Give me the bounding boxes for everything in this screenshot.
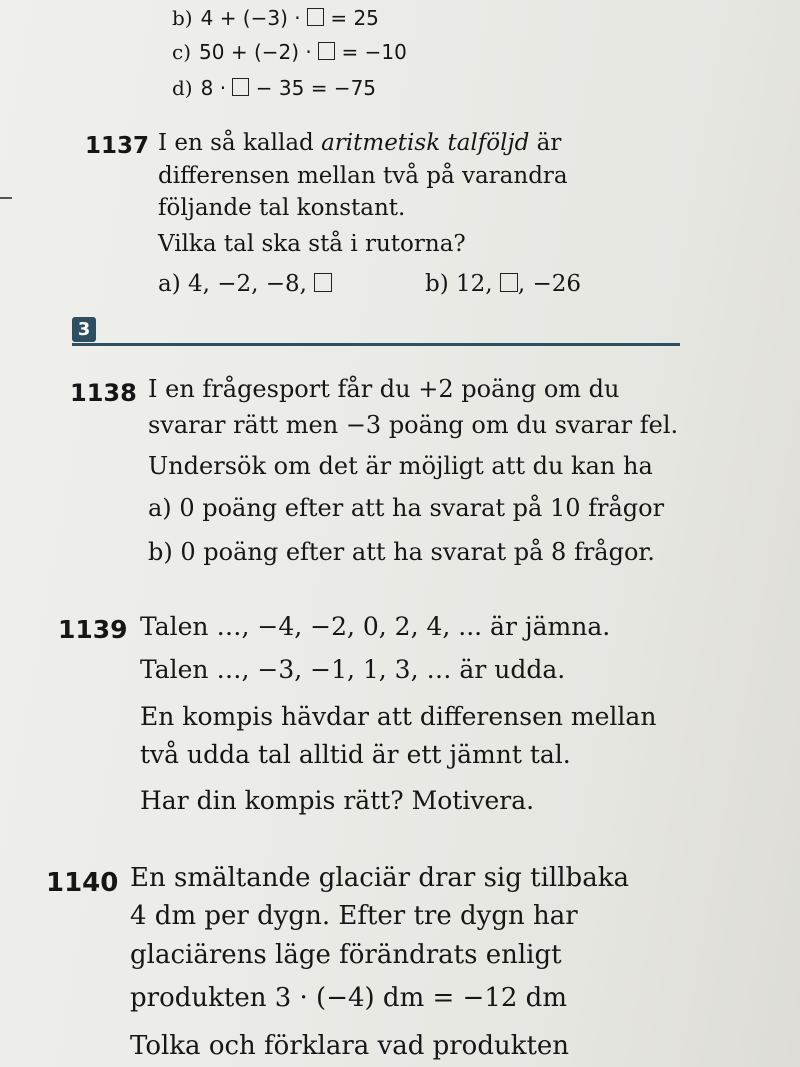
task-1139-line2: Talen …, −3, −1, 1, 3, … är udda. <box>140 655 566 684</box>
answer-box <box>307 8 324 26</box>
answer-box <box>500 273 518 292</box>
task-1137-a: a) 4, −2, −8, <box>158 271 332 297</box>
task-1138-b: b) 0 poäng efter att ha svarat på 8 frågor. <box>148 538 655 566</box>
prev-item-d: d) 8 · − 35 = −75 <box>172 76 377 100</box>
task-1137-b: b) 12, , −26 <box>425 271 582 297</box>
margin-tick <box>0 197 12 199</box>
prev-item-b: b) 4 + (−3) · = 25 <box>172 6 379 30</box>
task-1139-line3: En kompis hävdar att differensen mellan <box>140 702 657 731</box>
task-1140-line3: glaciärens läge förändrats enligt <box>130 940 562 970</box>
prev-item-c: c) 50 + (−2) · = −10 <box>172 40 407 64</box>
level-badge: 3 <box>72 317 96 342</box>
task-1138-line1: I en frågesport får du +2 poäng om du <box>148 375 620 403</box>
task-number-1139: 1139 <box>58 615 128 644</box>
task-1139-line4: två udda tal alltid är ett jämnt tal. <box>140 740 571 769</box>
task-1140-line5: Tolka och förklara vad produkten <box>130 1031 570 1061</box>
task-1137-line2: differensen mellan två på varandra <box>158 163 568 189</box>
answer-box <box>232 78 249 96</box>
task-1140-line4: produkten 3 · (−4) dm = −12 dm <box>130 983 567 1013</box>
task-1140-line1: En smältande glaciär drar sig tillbaka <box>130 863 629 893</box>
task-1137-line1: I en så kallad aritmetisk talföljd är <box>158 130 562 156</box>
task-1139-line1: Talen …, −4, −2, 0, 2, 4, ... är jämna. <box>140 612 611 641</box>
answer-box <box>318 42 335 60</box>
task-1138-line3: Undersök om det är möjligt att du kan ha <box>148 452 653 480</box>
level-divider <box>72 343 680 346</box>
task-1137-question: Vilka tal ska stå i rutorna? <box>158 231 466 257</box>
task-1140-line2: 4 dm per dygn. Efter tre dygn har <box>130 901 578 931</box>
task-1139-line5: Har din kompis rätt? Motivera. <box>140 786 535 815</box>
task-1137-line3: följande tal konstant. <box>158 195 406 221</box>
task-1138-a: a) 0 poäng efter att ha svarat på 10 frågor <box>148 494 665 522</box>
task-number-1138: 1138 <box>70 379 137 407</box>
task-number-1140: 1140 <box>46 868 119 898</box>
task-number-1137: 1137 <box>85 133 150 159</box>
answer-box <box>314 273 332 292</box>
task-1138-line2: svarar rätt men −3 poäng om du svarar fel. <box>148 411 679 439</box>
